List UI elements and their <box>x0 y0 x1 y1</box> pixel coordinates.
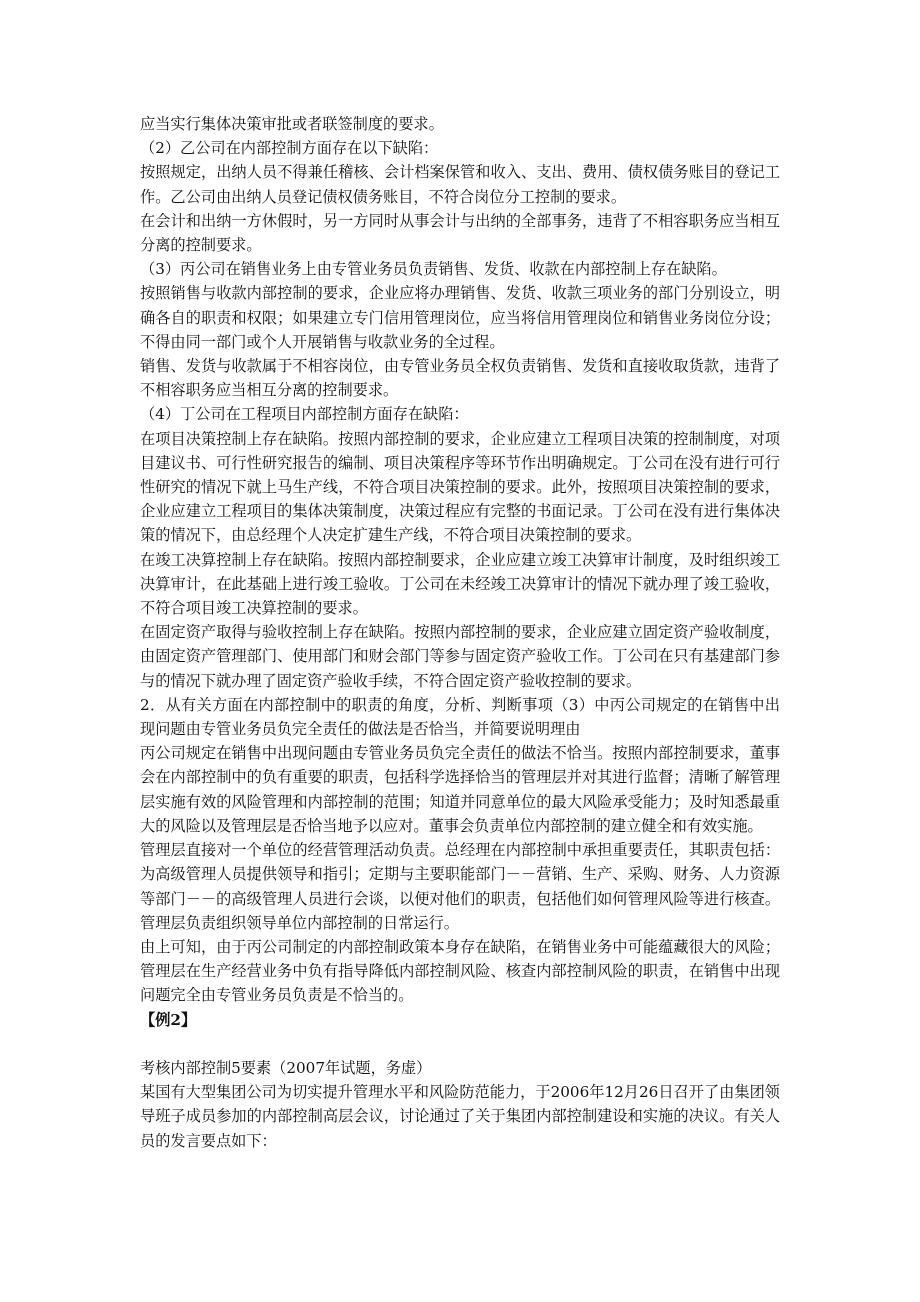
paragraph-8: （4）丁公司在工程项目内部控制方面存在缺陷： <box>140 405 469 424</box>
paragraph-17: 考核内部控制5要素（2007年试题，务虚） <box>140 1058 432 1077</box>
paragraph-1: 应当实行集体决策审批或者联签制度的要求。 <box>140 115 444 133</box>
paragraph-12: 2．从有关方面在内部控制中的职责的角度，分析、判断事项（3）中丙公司规定的在销售中出现问题由专管业务员负完全责任的做法是否恰当，并简要说明理由 <box>140 695 780 739</box>
example-tag: 【例2】 <box>140 1010 197 1029</box>
document-body <box>140 112 780 1153</box>
paragraph-5: （3）丙公司在销售业务上由专管业务员负责销售、发货、收款在内部控制上存在缺陷。 <box>140 260 727 279</box>
paragraph-7: 销售、发货与收款属于不相容岗位，由专管业务员全权负责销售、发货和直接收取货款，违背了不相容职务应当相互分离的控制要求。 <box>140 357 780 400</box>
paragraph-10: 在竣工决算控制上存在缺陷。按照内部控制要求，企业应建立竣工决算审计制度，及时组织竣工决算审计，在此基础上进行竣工验收。丁公司在未经竣工决算审计的情况下就办理了竣工验收，不符合项目竣工决算控制的要求。 <box>140 550 780 618</box>
paragraph-15: 由上可知，由于丙公司制定的内部控制政策本身存在缺陷，在销售业务中可能蕴藏很大的风险；管理层在生产经营业务中负有指导降低内部控制风险、核查内部控制风险的职责，在销售中出现问题完全由专管业务员负责是不恰当的。 <box>140 937 780 1005</box>
paragraph-13: 丙公司规定在销售中出现问题由专管业务员负完全责任的做法不恰当。按照内部控制要求，董事会在内部控制中的负有重要的职责，包括科学选择恰当的管理层并对其进行监督；清晰了解管理层实施有效的风险管理和内部控制的范围；知道并同意单位的最大风险承受能力；及时知悉最重大的风险以及管理层是否恰当地予以应对。董事会负责单位内部控制的建立健全和有效实施。 <box>140 744 780 835</box>
paragraph-14: 管理层直接对一个单位的经营管理活动负责。总经理在内部控制中承担重要责任，其职责包括：为高级管理人员提供领导和指引；定期与主要职能部门－－营销、生产、采购、财务、人力资源等部门－－的高级管理人员进行会谈，以便对他们的职责，包括他们如何管理风险等进行核查。管理层负责组织领导单位内部控制的日常运行。 <box>140 841 780 932</box>
paragraph-9: 在项目决策控制上存在缺陷。按照内部控制的要求，企业应建立工程项目决策的控制制度，对项目建议书、可行性研究报告的编制、项目决策程序等环节作出明确规定。丁公司在没有进行可行性研究的情况下就上马生产线，不符合项目决策控制的要求。此外，按照项目决策控制的要求，企业应建立工程项目的集体决策制度，决策过程应有完整的书面记录。丁公司在没有进行集体决策的情况下，由总经理个人决定扩建生产线，不符合项目决策控制的要求。 <box>140 429 780 545</box>
paragraph-18: 某国有大型集团公司为切实提升管理水平和风险防范能力，于2006年12月26日召开了由集团领导班子成员参加的内部控制高层会议，讨论通过了关于集团内部控制建设和实施的决议。有关人员的发言要点如下： <box>140 1083 780 1150</box>
paragraph-4: 在会计和出纳一方休假时，另一方同时从事会计与出纳的全部事务，违背了不相容职务应当相互分离的控制要求。 <box>140 211 780 255</box>
blank-line <box>140 1032 780 1056</box>
paragraph-2: （2）乙公司在内部控制方面存在以下缺陷： <box>140 139 439 158</box>
paragraph-3: 按照规定，出纳人员不得兼任稽核、会计档案保管和收入、支出、费用、债权债务账目的登记工作。乙公司由出纳人员登记债权债务账目，不符合岗位分工控制的要求。 <box>140 163 780 206</box>
paragraph-6: 按照销售与收款内部控制的要求，企业应将办理销售、发货、收款三项业务的部门分别设立，明确各自的职责和权限；如果建立专门信用管理岗位，应当将信用管理岗位和销售业务岗位分设；不得由同一部门或个人开展销售与收款业务的全过程。 <box>140 284 780 351</box>
paragraph-11: 在固定资产取得与验收控制上存在缺陷。按照内部控制的要求，企业应建立固定资产验收制度，由固定资产管理部门、使用部门和财会部门等参与固定资产验收工作。丁公司在只有基建部门参与的情况下就办理了固定资产验收手续，不符合固定资产验收控制的要求。 <box>140 623 780 690</box>
